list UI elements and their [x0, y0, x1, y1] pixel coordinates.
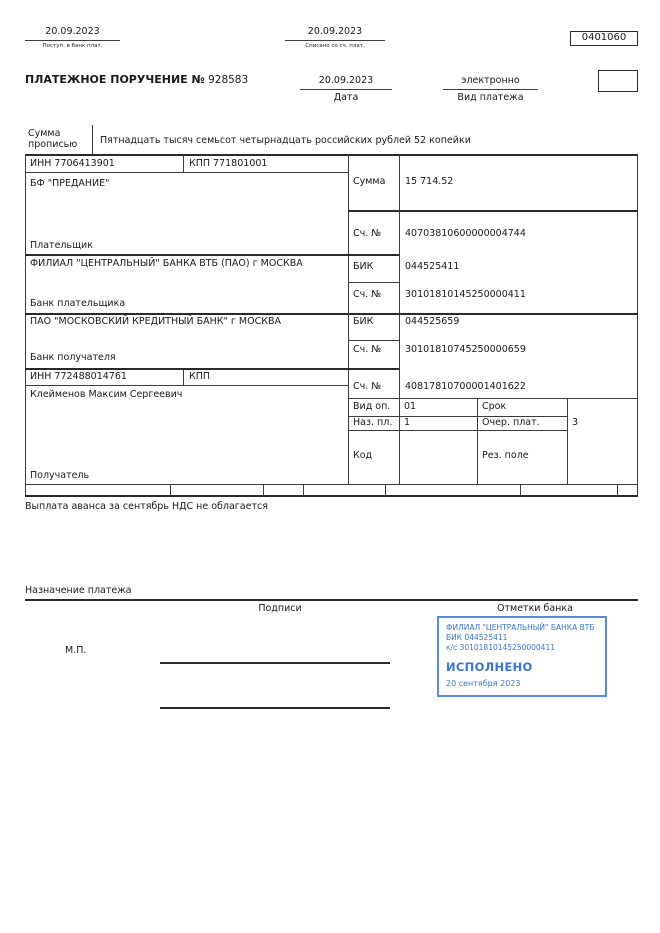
- stamp-status: ИСПОЛНЕНО: [446, 660, 533, 674]
- payee-inn: ИНН 772488014761: [30, 371, 127, 382]
- tax-cell-divider: [520, 484, 521, 496]
- stamp-bank-name: ФИЛИАЛ "ЦЕНТРАЛЬНЫЙ" БАНКА ВТБ: [446, 623, 595, 632]
- payee-bank-bik-border: [348, 340, 399, 341]
- debited-date: 20.09.2023: [307, 26, 363, 37]
- code-label: Код: [353, 450, 373, 461]
- signature-line-1: [160, 662, 390, 664]
- purpose-text: Выплата аванса за сентябрь НДС не облагается: [25, 501, 268, 512]
- bank-stamp: [437, 616, 607, 697]
- term-label: Срок: [482, 401, 507, 412]
- payee-bank-bik-label: БИК: [353, 316, 374, 327]
- payer-bank-name: ФИЛИАЛ "ЦЕНТРАЛЬНЫЙ" БАНКА ВТБ (ПАО) г МОСКВА: [30, 258, 303, 269]
- payer-inn-row-border: [25, 172, 348, 173]
- purpose-code-label: Наз. пл.: [353, 417, 393, 428]
- sum-row-border: [348, 210, 638, 212]
- payer-name: БФ "ПРЕДАНИЕ": [30, 178, 110, 189]
- sum-label: Сумма: [353, 176, 386, 187]
- amount-words-bottom-border: [25, 154, 638, 156]
- payee-inn-kpp-divider: [183, 368, 184, 385]
- tax-cell-divider: [303, 484, 304, 496]
- form-code-box: [570, 31, 638, 46]
- form-code: 0401060: [581, 32, 627, 43]
- payer-inn: ИНН 7706413901: [30, 158, 115, 169]
- payer-bank-account: 30101810145250000411: [405, 289, 526, 300]
- payee-kpp: КПП: [189, 371, 211, 382]
- tax-cell-divider: [617, 484, 618, 496]
- fields-row2-border: [348, 430, 567, 431]
- stamp-date: 20 сентября 2023: [446, 679, 521, 688]
- document-number: 928583: [208, 74, 249, 86]
- fields-value-divider: [477, 398, 478, 484]
- table-left-border: [25, 155, 26, 496]
- payee-account: 40817810700001401622: [405, 381, 526, 392]
- payee-account-label: Сч. №: [353, 381, 382, 392]
- table-middle-divider: [348, 155, 349, 484]
- purpose-code-value: 1: [404, 417, 411, 428]
- payer-bank-bik-label: БИК: [353, 261, 374, 272]
- payment-kind-label: Вид платежа: [457, 92, 524, 103]
- received-date-underline: [25, 40, 120, 41]
- payer-bank-bik: 044525411: [405, 261, 460, 272]
- payer-bank-section-border: [25, 313, 638, 315]
- payee-label: Получатель: [30, 470, 90, 481]
- payer-kpp: КПП 771801001: [189, 158, 268, 169]
- payee-bank-label: Банк получателя: [30, 352, 116, 363]
- amount-words-label: Сумма прописью: [28, 128, 78, 150]
- payee-bank-account-label: Сч. №: [353, 344, 382, 355]
- payee-inn-row-border: [25, 385, 348, 386]
- payer-section-border: [25, 254, 399, 256]
- document-title-text: ПЛАТЕЖНОЕ ПОРУЧЕНИЕ №: [25, 73, 205, 86]
- op-type-label: Вид оп.: [353, 401, 391, 412]
- document-date: 20.09.2023: [318, 75, 374, 86]
- signatures-label: Подписи: [258, 603, 302, 614]
- payer-inn-kpp-divider: [183, 155, 184, 172]
- tax-cell-divider: [385, 484, 386, 496]
- payee-name: Клейменов Максим Сергеевич: [30, 389, 183, 400]
- mp-label: М.П.: [65, 645, 87, 656]
- payer-account: 40703810600000004744: [405, 228, 526, 239]
- signature-line-2: [160, 707, 390, 709]
- stamp-corr-account: к/с 30101810145250000411: [446, 643, 555, 652]
- purpose-bottom-border: [25, 599, 638, 601]
- table-label-divider: [399, 155, 400, 484]
- fields-right-divider: [567, 398, 568, 484]
- document-title: [25, 74, 248, 87]
- payment-kind-underline: [443, 89, 538, 90]
- amount-words-value: Пятнадцать тысяч семьсот четырнадцать российских рублей 52 копейки: [100, 135, 471, 146]
- op-type-value: 01: [404, 401, 417, 412]
- table-bottom-border: [25, 495, 638, 497]
- payee-bank-bik: 044525659: [405, 316, 460, 327]
- sum-value: 15 714.52: [405, 176, 454, 187]
- payment-kind-code-box: [598, 70, 638, 92]
- payee-bank-section-border: [25, 368, 399, 370]
- payer-bank-account-label: Сч. №: [353, 289, 382, 300]
- received-date: 20.09.2023: [45, 26, 100, 37]
- priority-label: Очер. плат.: [482, 417, 540, 428]
- payer-bank-label: Банк плательщика: [30, 298, 126, 309]
- stamp-bik: БИК 044525411: [446, 633, 508, 642]
- payer-label: Плательщик: [30, 240, 93, 251]
- table-right-border: [637, 155, 638, 496]
- amount-words-divider: [92, 125, 93, 154]
- debited-date-label: Списано со сч. плат.: [305, 43, 365, 49]
- payment-kind: электронно: [461, 75, 520, 86]
- tax-cell-divider: [263, 484, 264, 496]
- reserve-label: Рез. поле: [482, 450, 529, 461]
- payer-account-label: Сч. №: [353, 228, 382, 239]
- fields-top-border: [348, 398, 638, 399]
- tax-row-top-border: [25, 484, 638, 485]
- priority-value: 3: [572, 417, 579, 428]
- bank-marks-label: Отметки банка: [497, 603, 573, 614]
- purpose-label: Назначение платежа: [25, 585, 132, 596]
- debited-date-underline: [285, 40, 385, 41]
- payee-bank-name: ПАО "МОСКОВСКИЙ КРЕДИТНЫЙ БАНК" г МОСКВА: [30, 316, 281, 327]
- document-date-label: Дата: [333, 92, 359, 103]
- received-date-label: Поступ. в банк плат.: [42, 43, 103, 49]
- tax-cell-divider: [170, 484, 171, 496]
- document-date-underline: [300, 89, 392, 90]
- payee-bank-account: 30101810745250000659: [405, 344, 526, 355]
- payer-bank-bik-border: [348, 282, 399, 283]
